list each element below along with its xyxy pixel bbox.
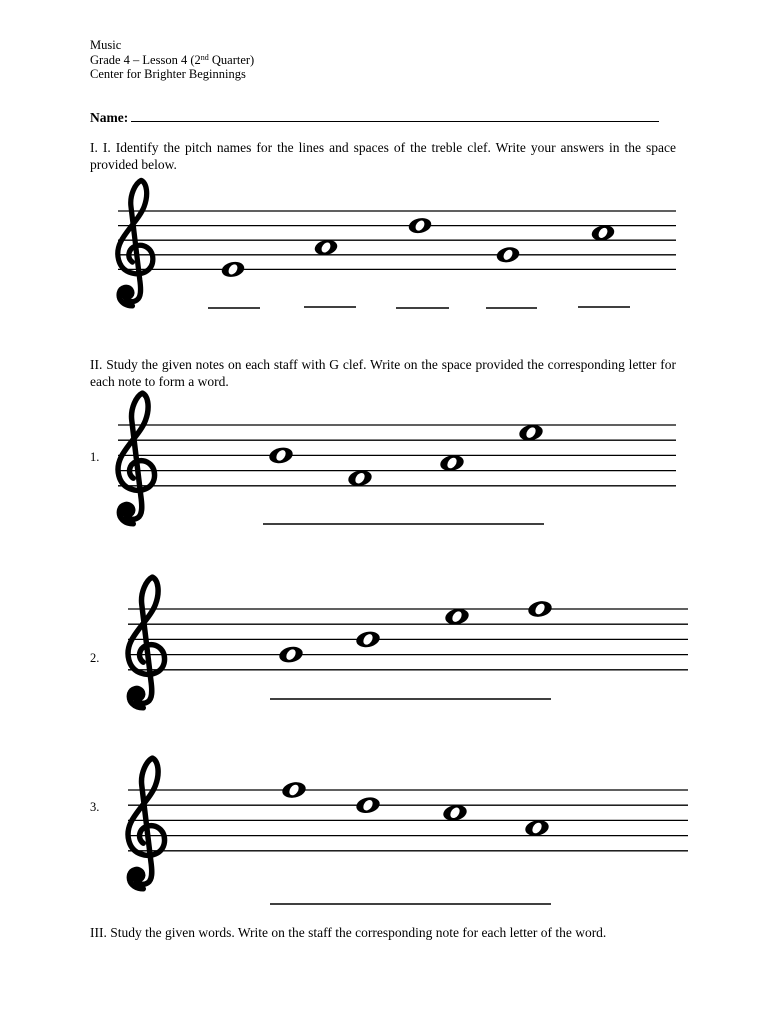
ex1-note-2 bbox=[347, 468, 373, 488]
treble-clef-icon bbox=[118, 180, 153, 306]
ex3-note-1 bbox=[281, 780, 307, 800]
lesson-ordinal: nd bbox=[200, 52, 209, 62]
p1-note-1 bbox=[220, 260, 245, 279]
lesson-prefix: Grade 4 – Lesson 4 (2 bbox=[90, 52, 201, 67]
school-name: Center for Brighter Beginnings bbox=[90, 67, 246, 81]
name-blank[interactable] bbox=[131, 110, 659, 122]
ex3-note-4 bbox=[524, 818, 550, 838]
lesson-line bbox=[90, 53, 254, 68]
treble-clef-icon bbox=[128, 758, 164, 889]
ex1-note-1 bbox=[268, 446, 294, 466]
worksheet-header bbox=[90, 38, 254, 82]
part3-instructions: III. Study the given words. Write on the staff the corresponding note for each letter of the word. bbox=[90, 925, 607, 940]
ex3-note-2 bbox=[355, 795, 381, 815]
ex2-note-3 bbox=[444, 607, 470, 627]
name-label: Name: bbox=[90, 110, 129, 125]
p1-note-5 bbox=[590, 223, 615, 242]
part2-instructions: II. Study the given notes on each staff with G clef. Write on the space provided the corresponding letter for each note to form a word. bbox=[90, 357, 676, 389]
part1-instructions: I. I. Identify the pitch names for the lines and spaces of the treble clef. Write your answers in the space provided below. bbox=[90, 140, 676, 172]
ex2-staff bbox=[128, 577, 688, 708]
ex1-note-4 bbox=[518, 423, 544, 443]
p1-note-4 bbox=[495, 245, 520, 264]
exercise-1-number: 1. bbox=[90, 450, 100, 464]
ex1-staff bbox=[118, 393, 676, 524]
ex1-note-3 bbox=[439, 453, 465, 473]
ex2-note-1 bbox=[278, 645, 304, 665]
ex3-staff bbox=[128, 758, 688, 904]
exercise-2-number: 2. bbox=[90, 651, 100, 665]
name-field-row bbox=[90, 110, 659, 126]
treble-clef-icon bbox=[128, 577, 164, 708]
ex3-note-3 bbox=[442, 803, 468, 823]
exercise-3-number: 3. bbox=[90, 800, 100, 814]
p1-staff bbox=[118, 180, 676, 308]
p1-note-2 bbox=[313, 238, 338, 257]
ex2-note-2 bbox=[355, 630, 381, 650]
ex2-note-4 bbox=[527, 599, 553, 619]
p1-note-3 bbox=[407, 216, 432, 235]
subject-title: Music bbox=[90, 38, 122, 52]
treble-clef-icon bbox=[118, 393, 154, 524]
lesson-suffix: Quarter) bbox=[208, 52, 255, 67]
